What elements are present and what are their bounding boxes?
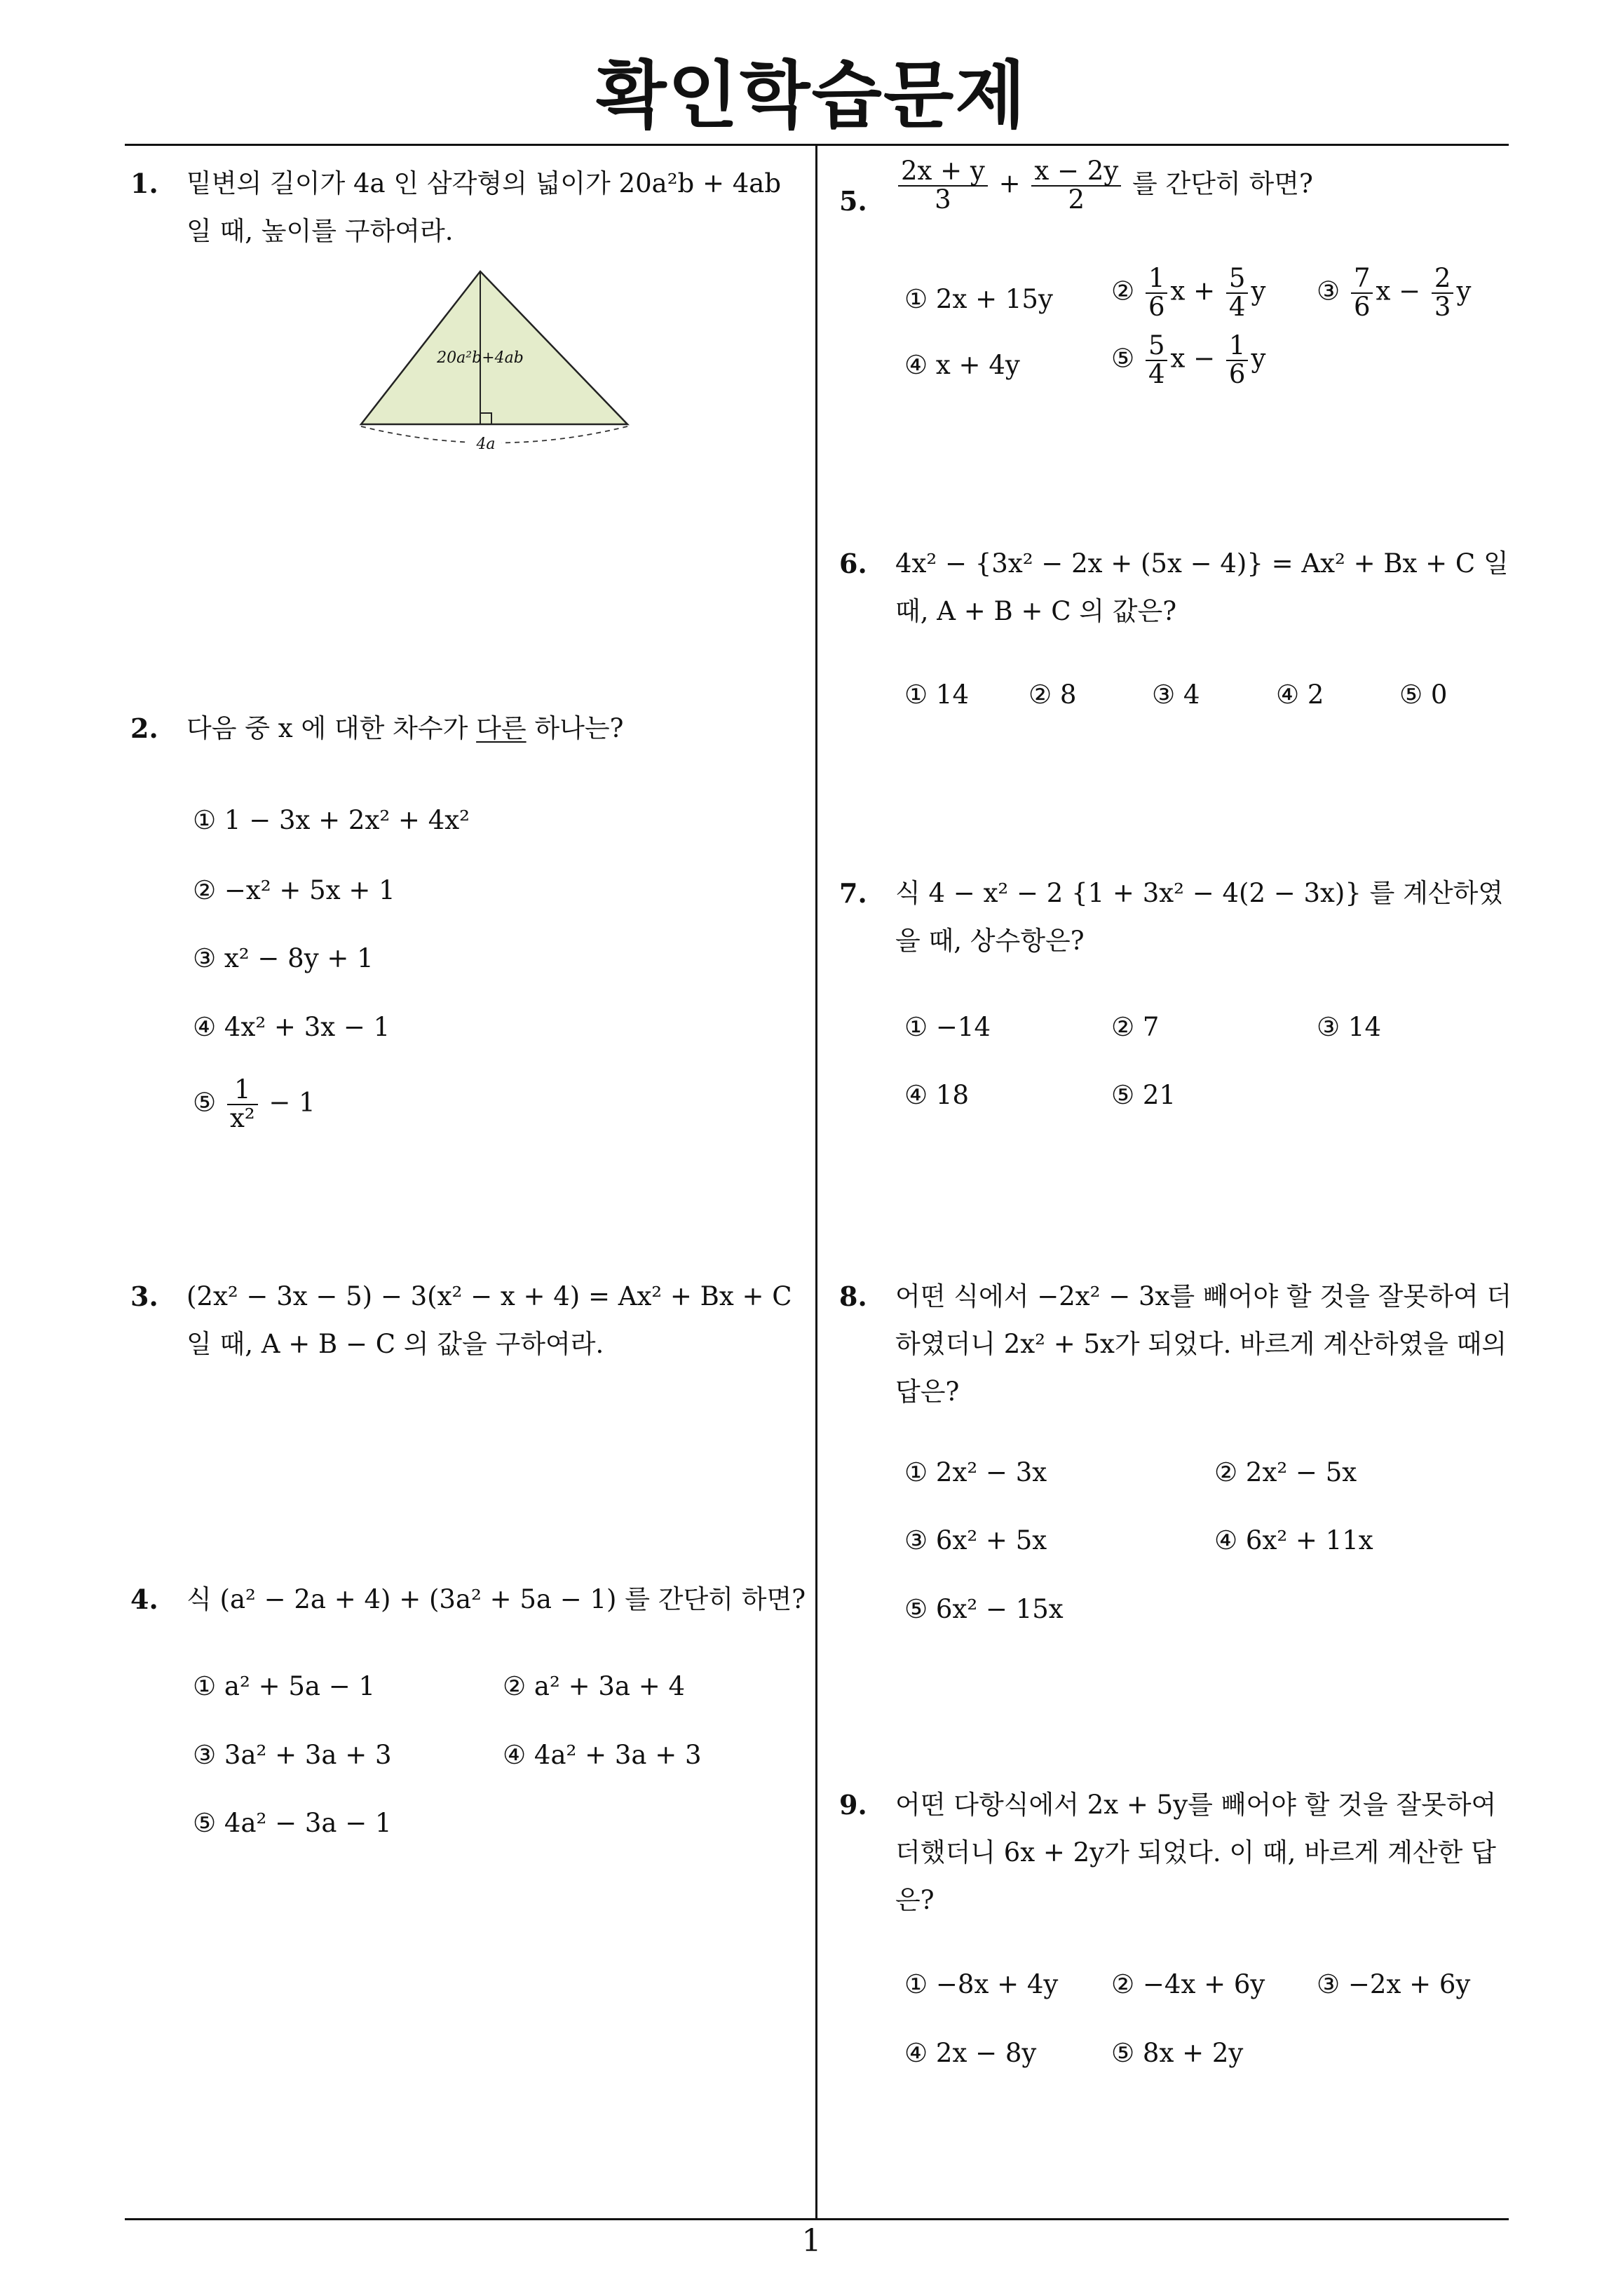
choice-5[interactable]: ⑤ $\frac{5}{4}$ x − $\frac{1}{6}$ y bbox=[1111, 330, 1266, 389]
choice-4[interactable]: ④ 6x² + 11x bbox=[1214, 1525, 1373, 1555]
question-9 bbox=[839, 1781, 1512, 1924]
question-number: 8. bbox=[839, 1281, 867, 1312]
choice-2[interactable]: ② $\frac{1}{6}$ x + $\frac{5}{4}$ y bbox=[1111, 263, 1266, 322]
triangle-figure bbox=[351, 263, 645, 459]
choice-5[interactable]: ⑤ 0 bbox=[1399, 680, 1448, 710]
choice-4[interactable]: ④ x + 4y bbox=[904, 350, 1020, 380]
question-text: 식 (a² − 2a + 4) + (3a² + 5a − 1) 를 간단히 하면? bbox=[186, 1584, 806, 1614]
underlined-word: 다른 bbox=[476, 713, 527, 743]
choice-1[interactable]: ① a² + 5a − 1 bbox=[193, 1671, 376, 1701]
question-number: 7. bbox=[839, 877, 867, 909]
question-number: 5. bbox=[839, 185, 867, 217]
question-text: 식 4 − x² − 2 {1 + 3x² − 4(2 − 3x)} 를 계산하였을 때, 상수항은? bbox=[895, 878, 1504, 956]
question-number: 4. bbox=[130, 1583, 158, 1615]
question-4 bbox=[130, 1576, 807, 1623]
question-3 bbox=[130, 1273, 807, 1368]
triangle-shape bbox=[361, 271, 627, 424]
base-label: 4a bbox=[476, 435, 496, 453]
question-number: 1. bbox=[130, 168, 158, 199]
choice-1[interactable]: ① −14 bbox=[904, 1012, 991, 1042]
plus-sign: + bbox=[998, 168, 1021, 199]
choice-3[interactable]: ③ 6x² + 5x bbox=[904, 1525, 1047, 1555]
choice-3[interactable]: ③ $\frac{7}{6}$ x − $\frac{2}{3}$ y bbox=[1317, 263, 1472, 322]
choice-2[interactable]: ② −4x + 6y bbox=[1111, 1969, 1265, 1999]
question-text: 어떤 다항식에서 2x + 5y를 빼어야 할 것을 잘못하여 더했더니 6x + 2y가 되었다. 이 때, 바르게 계산한 답은? bbox=[895, 1790, 1497, 1915]
question-1 bbox=[130, 160, 807, 255]
question-text: 어떤 식에서 −2x² − 3x를 빼어야 할 것을 잘못하여 더하였더니 2x² + 5x가 되었다. 바르게 계산하였을 때의 답은? bbox=[895, 1281, 1512, 1407]
choice-1[interactable]: ① 2x + 15y bbox=[904, 284, 1053, 314]
fraction-1: $\frac{2x + y}{3}$ bbox=[898, 158, 988, 214]
choice-5[interactable] bbox=[193, 1076, 315, 1133]
choice-5[interactable]: ⑤ 8x + 2y bbox=[1111, 2038, 1244, 2068]
choice-rest: − 1 bbox=[269, 1087, 315, 1118]
choice-4[interactable]: ④ 2x − 8y bbox=[904, 2038, 1037, 2068]
choice-5[interactable]: ⑤ 4a² − 3a − 1 bbox=[193, 1808, 392, 1838]
fraction-2: $\frac{x - 2y}{2}$ bbox=[1031, 158, 1121, 214]
choice-2[interactable]: ② 8 bbox=[1028, 680, 1077, 710]
choice-1[interactable]: ① −8x + 4y bbox=[904, 1969, 1059, 1999]
fraction: $\frac{1}{\text{x²}}$ bbox=[227, 1076, 258, 1133]
choice-3[interactable]: ③ 3a² + 3a + 3 bbox=[193, 1740, 392, 1770]
question-8 bbox=[839, 1273, 1512, 1416]
question-5 bbox=[839, 156, 1512, 217]
question-text-end: 하나는? bbox=[526, 713, 624, 743]
choice-1[interactable]: ① 2x² − 3x bbox=[904, 1457, 1047, 1487]
choice-4[interactable]: ④ 18 bbox=[904, 1080, 970, 1110]
question-6 bbox=[839, 540, 1512, 635]
question-text: 를 간단히 하면? bbox=[1132, 168, 1313, 199]
question-number: 2. bbox=[130, 713, 158, 744]
bottom-rule bbox=[125, 2218, 1509, 2220]
question-2 bbox=[130, 705, 807, 752]
choice-3[interactable]: ③ 4 bbox=[1152, 680, 1200, 710]
page-title: 확인학습문제 bbox=[596, 53, 1027, 138]
choice-2[interactable]: ② 2x² − 5x bbox=[1214, 1457, 1357, 1487]
choice-4[interactable]: ④ 4x² + 3x − 1 bbox=[193, 1012, 391, 1042]
choice-4[interactable]: ④ 4a² + 3a + 3 bbox=[503, 1740, 702, 1770]
question-text: 다음 중 x 에 대한 차수가 bbox=[186, 713, 477, 743]
choice-2[interactable]: ② 7 bbox=[1111, 1012, 1160, 1042]
choice-2[interactable]: ② −x² + 5x + 1 bbox=[193, 875, 395, 905]
choice-1[interactable]: ① 14 bbox=[904, 680, 970, 710]
question-text: (2x² − 3x − 5) − 3(x² − x + 4) = Ax² + Bx + C 일 때, A + B − C 의 값을 구하여라. bbox=[186, 1281, 792, 1359]
choice-5[interactable]: ⑤ 6x² − 15x bbox=[904, 1594, 1064, 1624]
question-7 bbox=[839, 870, 1512, 965]
choice-5[interactable]: ⑤ 21 bbox=[1111, 1080, 1176, 1110]
choice-4[interactable]: ④ 2 bbox=[1276, 680, 1324, 710]
choice-marker: ⑤ bbox=[193, 1087, 217, 1118]
page-number: 1 bbox=[801, 2223, 822, 2259]
question-number: 6. bbox=[839, 548, 867, 579]
choice-3[interactable]: ③ 14 bbox=[1317, 1012, 1382, 1042]
choice-1[interactable]: ① 1 − 3x + 2x² + 4x² bbox=[193, 805, 470, 835]
question-number: 3. bbox=[130, 1281, 158, 1312]
question-text: 4x² − {3x² − 2x + (5x − 4)} = Ax² + Bx + C 일 때, A + B + C 의 값은? bbox=[895, 548, 1509, 626]
question-number: 9. bbox=[839, 1789, 867, 1821]
choice-2[interactable]: ② a² + 3a + 4 bbox=[503, 1671, 686, 1701]
column-divider bbox=[815, 144, 817, 2220]
question-text: 밑변의 길이가 4a 인 삼각형의 넓이가 20a²b + 4ab 일 때, 높이를 구하여라. bbox=[186, 168, 782, 246]
choice-3[interactable]: ③ −2x + 6y bbox=[1317, 1969, 1471, 1999]
area-label: 20a²b+4ab bbox=[437, 349, 524, 367]
choice-3[interactable]: ③ x² − 8y + 1 bbox=[193, 943, 374, 973]
